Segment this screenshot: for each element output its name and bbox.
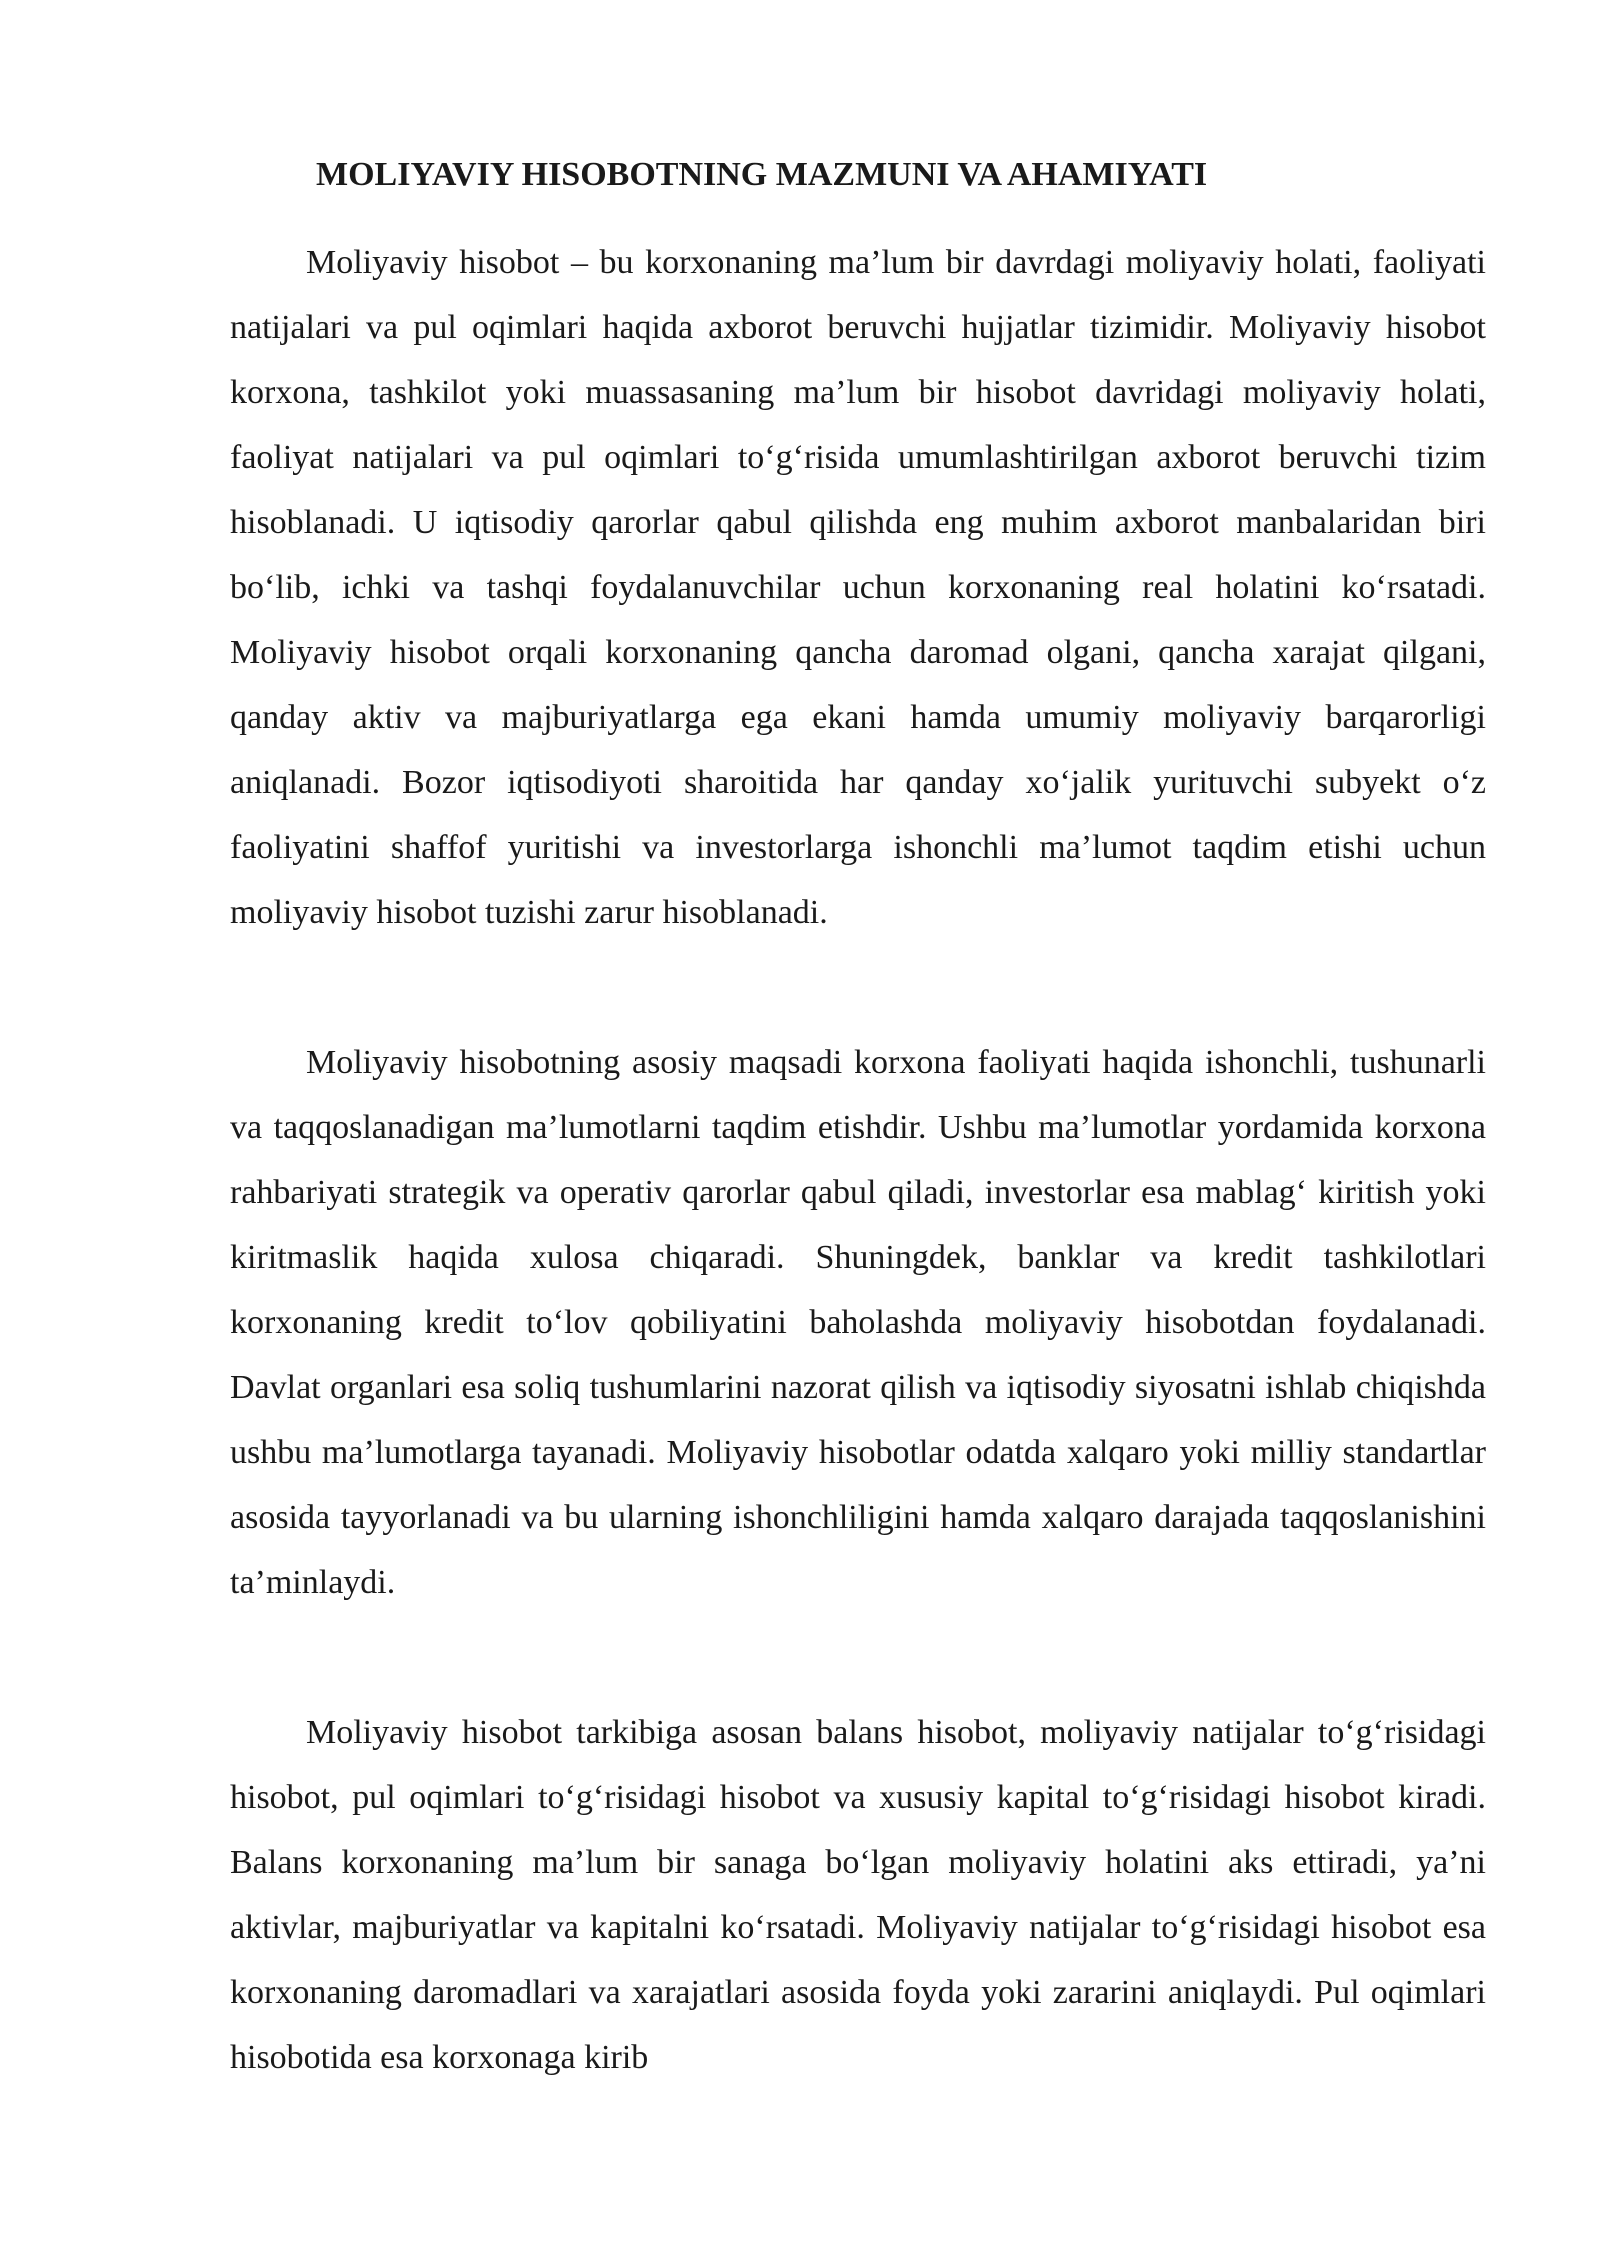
paragraph-2: Moliyaviy hisobotning asosiy maqsadi korxona faoliyati haqida ishonchli, tushunarli va taqqoslanadigan ma’lumotlarni taqdim etishdir. Ushbu ma’lumotlar yordamida korxona rahbariyati strategik va operativ qarorlar qabul qiladi, investorlar esa mablag‘ kiritish yoki kiritmaslik haqida xulosa chiqaradi. Shuningdek, banklar va kredit tashkilotlari korxonaning kredit to‘lov qobiliyatini baholashda moliyaviy hisobotdan foydalanadi. Davlat organlari esa soliq tushumlarini nazorat qilish va iqtisodiy siyosatni ishlab chiqishda ushbu ma’lumotlarga tayanadi. Moliyaviy hisobotlar odatda xalqaro yoki milliy standartlar asosida tayyorlanadi va bu ularning ishonchliligini hamda xalqaro darajada taqqoslanishini ta’minlaydi. — [230, 1044, 1486, 1601]
paragraph-3: Moliyaviy hisobot tarkibiga asosan balans hisobot, moliyaviy natijalar to‘g‘risidagi hisobot, pul oqimlari to‘g‘risidagi hisobot va xususiy kapital to‘g‘risidagi hisobot kiradi. Balans korxonaning ma’lum bir sanaga bo‘lgan moliyaviy holatini aks ettiradi, ya’ni aktivlar, majburiyatlar va kapitalni ko‘rsatadi. Moliyaviy natijalar to‘g‘risidagi hisobot esa korxonaning daromadlari va xarajatlari asosida foyda yoki zararini aniqlaydi. Pul oqimlari hisobotida esa korxonaga kirib — [230, 1714, 1486, 2076]
paragraph-1: Moliyaviy hisobot – bu korxonaning ma’lum bir davrdagi moliyaviy holati, faoliyati natijalari va pul oqimlari haqida axborot beruvchi hujjatlar tizimidir. Moliyaviy hisobot korxona, tashkilot yoki muassasaning ma’lum bir hisobot davridagi moliyaviy holati, faoliyat natijalari va pul oqimlari to‘g‘risida umumlashtirilgan axborot beruvchi tizim hisoblanadi. U iqtisodiy qarorlar qabul qilishda eng muhim axborot manbalaridan biri bo‘lib, ichki va tashqi foydalanuvchilar uchun korxonaning real holatini ko‘rsatadi. Moliyaviy hisobot orqali korxonaning qancha daromad olgani, qancha xarajat qilgani, qanday aktiv va majburiyatlarga ega ekani hamda umumiy moliyaviy barqarorligi aniqlanadi. Bozor iqtisodiyoti sharoitida har qanday xo‘jalik yurituvchi subyekt o‘z faoliyatini shaffof yuritishi va investorlarga ishonchli ma’lumot taqdim etishi uchun moliyaviy hisobot tuzishi zarur hisoblanadi. — [230, 244, 1486, 931]
document-title: MOLIYAVIY HISOBOTNING MAZMUNI VA AHAMIYATI — [316, 156, 1208, 193]
